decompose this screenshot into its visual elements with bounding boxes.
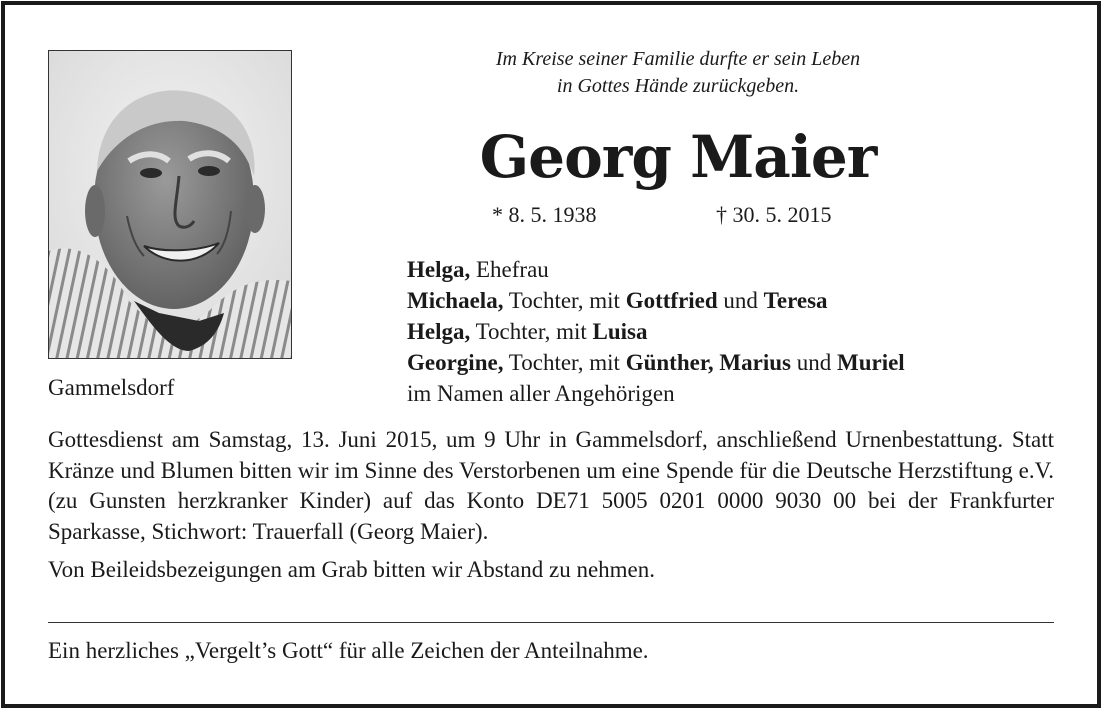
deceased-name: Georg Maier [479, 123, 877, 191]
mourner-name: Michaela, [407, 288, 504, 313]
motto-line-1: Im Kreise seiner Familie durfte er sein Leben [495, 48, 861, 70]
mourner-relation: und [790, 350, 837, 375]
mourner-relation: Tochter, mit [503, 288, 626, 313]
service-info [48, 425, 1054, 586]
mourner-name: Helga, [407, 319, 471, 344]
mourner-line [407, 285, 905, 316]
mourner-relation: im Namen aller Angehörigen [407, 381, 675, 406]
birth-date: * 8. 5. 1938 [492, 202, 597, 227]
thanks-text: Ein herzliches „Vergelt’s Gott“ für alle Zeichen der Anteilnahme. [48, 638, 649, 663]
mourner-relation: Ehefrau [470, 257, 549, 282]
mourner-name: Günther, Marius [625, 350, 791, 375]
mourner-line [407, 316, 905, 347]
death-date: † 30. 5. 2015 [716, 202, 832, 227]
divider [48, 622, 1054, 623]
mourner-line [407, 347, 905, 378]
mourner-name: Teresa [763, 288, 828, 313]
motto [300, 46, 1056, 100]
mourner-name: Helga, [407, 257, 471, 282]
mourner-line [407, 378, 905, 409]
mourner-name: Muriel [836, 350, 905, 375]
mourners-list [407, 254, 905, 409]
place-name: Gammelsdorf [48, 375, 175, 400]
motto-line-2: in Gottes Hände zurückgeben. [556, 75, 800, 97]
mourner-name: Luisa [592, 319, 648, 344]
mourner-relation: Tochter, mit [470, 319, 593, 344]
mourner-name: Georgine, [407, 350, 504, 375]
condolence-text: Von Beileidsbezeigungen am Grab bitten wir Abstand zu nehmen. [48, 557, 656, 582]
mourner-name: Gottfried [625, 288, 718, 313]
service-text: Gottesdienst am Samstag, 13. Juni 2015, um 9 Uhr in Gammelsdorf, anschließend Urnenbestattung. Statt Kränze und Blumen bitten wir im Sinne des Verstorbenen um eine Spende für die Deutsche Herzstiftung e.V. (zu Gunsten herzkranker Kinder) auf das Konto DE71 5005 0201 0000 9030 00 bei der Frankfurter Sparkasse, Stichwort: Trauerfall (Georg Maier). [48, 427, 1054, 544]
mourner-line [407, 254, 905, 285]
portrait-photo [48, 50, 292, 359]
mourner-relation: und [717, 288, 764, 313]
mourner-relation: Tochter, mit [503, 350, 626, 375]
